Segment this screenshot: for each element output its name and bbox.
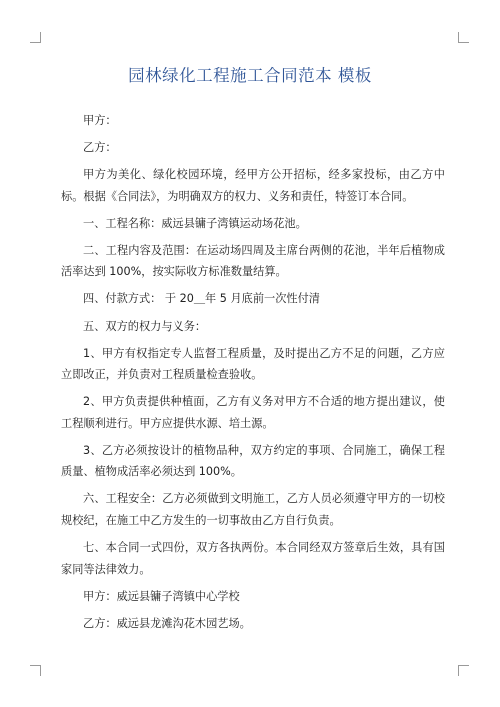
- party-b-line: 乙方：: [83, 141, 117, 155]
- corner-mark-top-right: [458, 32, 469, 43]
- corner-mark-bottom-left: [30, 665, 41, 676]
- clause-project-scope: 二、工程内容及范围：在运动场四周及主席台两侧的花池，半年后植物成活率达到 100%，按实际收方标准数量结算。: [61, 243, 445, 279]
- party-a-line: 甲方：: [83, 114, 117, 127]
- clause-project-name: 一、工程名称：威远县镛子湾镇运动场花池。: [83, 216, 307, 230]
- corner-mark-bottom-right: [458, 665, 469, 676]
- clause-rights-item-2: 2、甲方负责提供种植面，乙方有义务对甲方不合适的地方提出建议，使工程顺利进行。甲方应提供水源、培土源。: [61, 395, 445, 430]
- clause-rights-heading: 五、双方的权力与义务：: [83, 319, 207, 333]
- signature-party-a: 甲方：威远县镛子湾镇中心学校: [83, 589, 240, 603]
- clause-payment: 四、付款方式： 于 20＿年 5 月底前一次性付清: [83, 292, 320, 306]
- clause-rights-item-1: 1、甲方有权指定专人监督工程质量，及时提出乙方不足的问题，乙方应立即改正，并负责对工程质量检查验收。: [61, 346, 445, 382]
- corner-mark-top-left: [30, 32, 41, 43]
- signature-party-b: 乙方：威远县龙滩沟花木园艺场。: [83, 616, 251, 630]
- document-body: [61, 110, 445, 640]
- document-title: 园林绿化工程施工合同范本 模板: [128, 66, 372, 85]
- clause-copies: 七、本合同一式四份，双方各执两份。本合同经双方签章后生效，具有国家同等法律效力。: [61, 541, 445, 576]
- preamble-paragraph: 甲方为美化、绿化校园环境，经甲方公开招标，经多家投标，由乙方中标。根据《合同法》，为明确双方的权力、义务和责任，特签订本合同。: [61, 168, 445, 203]
- clause-safety: 六、工程安全：乙方必须做到文明施工，乙方人员必须遵守甲方的一切校规校纪，在施工中乙方发生的一切事故由乙方自行负责。: [61, 492, 445, 527]
- clause-rights-item-3: 3、乙方必须按设计的植物品种，双方约定的事项、合同施工，确保工程质量、植物成活率必须达到 100%。: [61, 443, 445, 479]
